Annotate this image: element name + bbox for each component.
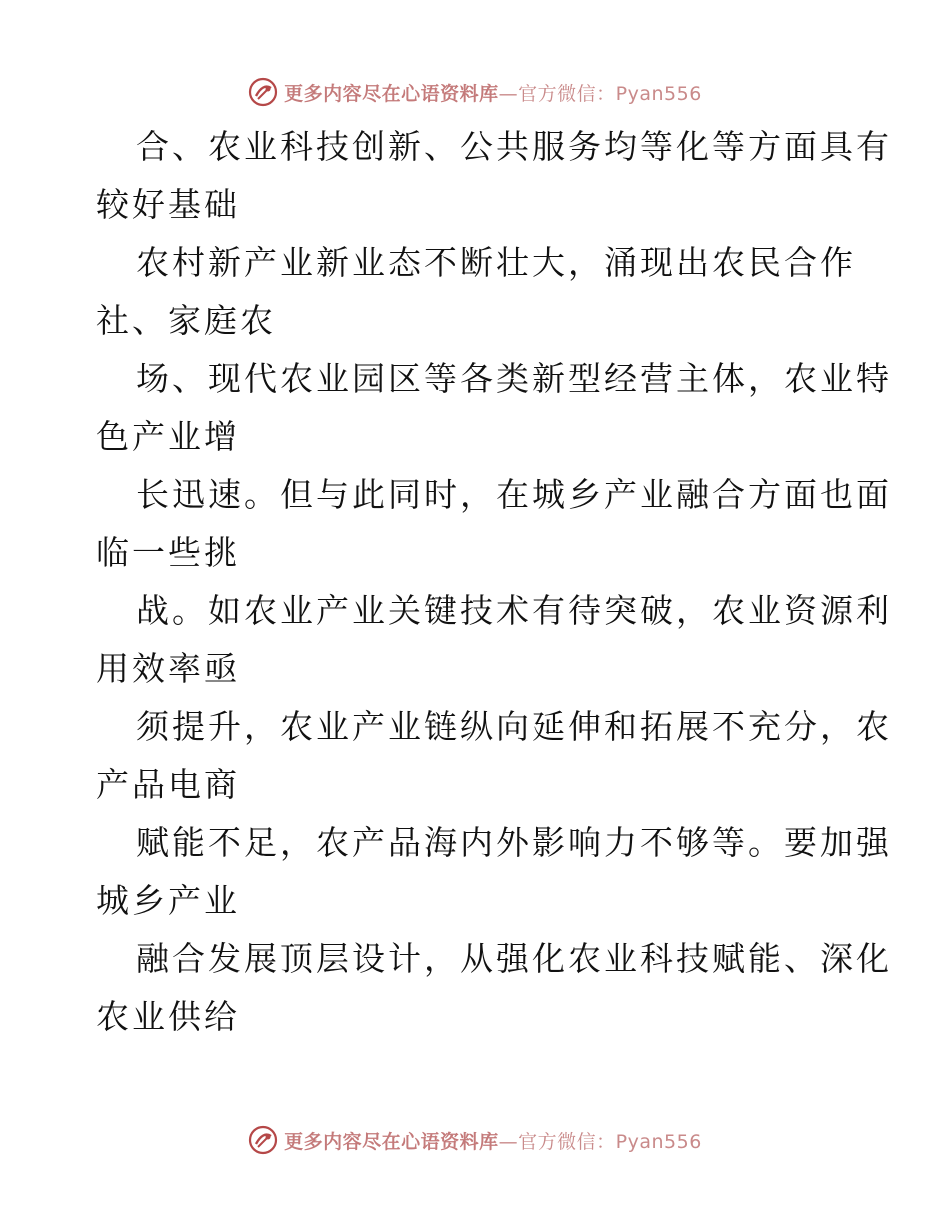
text-line: 合、农业科技创新、公共服务均等化等方面具有 xyxy=(136,127,892,166)
text-line: 战。如农业产业关键技术有待突破，农业资源利 xyxy=(136,591,892,630)
logo-icon xyxy=(248,77,278,107)
header-banner-text: 更多内容尽在心语资料库—官方微信：Pyan556 xyxy=(284,82,702,105)
text-line: 须提升，农业产业链纵向延伸和拓展不充分，农 xyxy=(136,707,892,746)
header-banner xyxy=(0,72,950,112)
document-body xyxy=(96,118,892,1046)
text-line: 场、现代农业园区等各类新型经营主体，农业特 xyxy=(136,359,892,398)
text-line: 长迅速。但与此同时，在城乡产业融合方面也面 xyxy=(136,475,892,514)
logo-icon xyxy=(248,1125,278,1155)
text-line: 社、家庭农 xyxy=(96,301,276,340)
text-line: 临一些挑 xyxy=(96,533,240,572)
text-line: 用效率亟 xyxy=(96,649,240,688)
text-line: 赋能不足，农产品海内外影响力不够等。要加强 xyxy=(136,823,892,862)
text-line: 城乡产业 xyxy=(96,881,240,920)
text-line: 产品电商 xyxy=(96,765,240,804)
footer-banner xyxy=(0,1120,950,1160)
text-line: 农业供给 xyxy=(96,997,240,1036)
footer-banner-text: 更多内容尽在心语资料库—官方微信：Pyan556 xyxy=(284,1130,702,1153)
text-line: 融合发展顶层设计，从强化农业科技赋能、深化 xyxy=(136,939,892,978)
text-line: 农村新产业新业态不断壮大，涌现出农民合作 xyxy=(136,243,856,282)
text-line: 较好基础 xyxy=(96,185,240,224)
text-line: 色产业增 xyxy=(96,417,240,456)
